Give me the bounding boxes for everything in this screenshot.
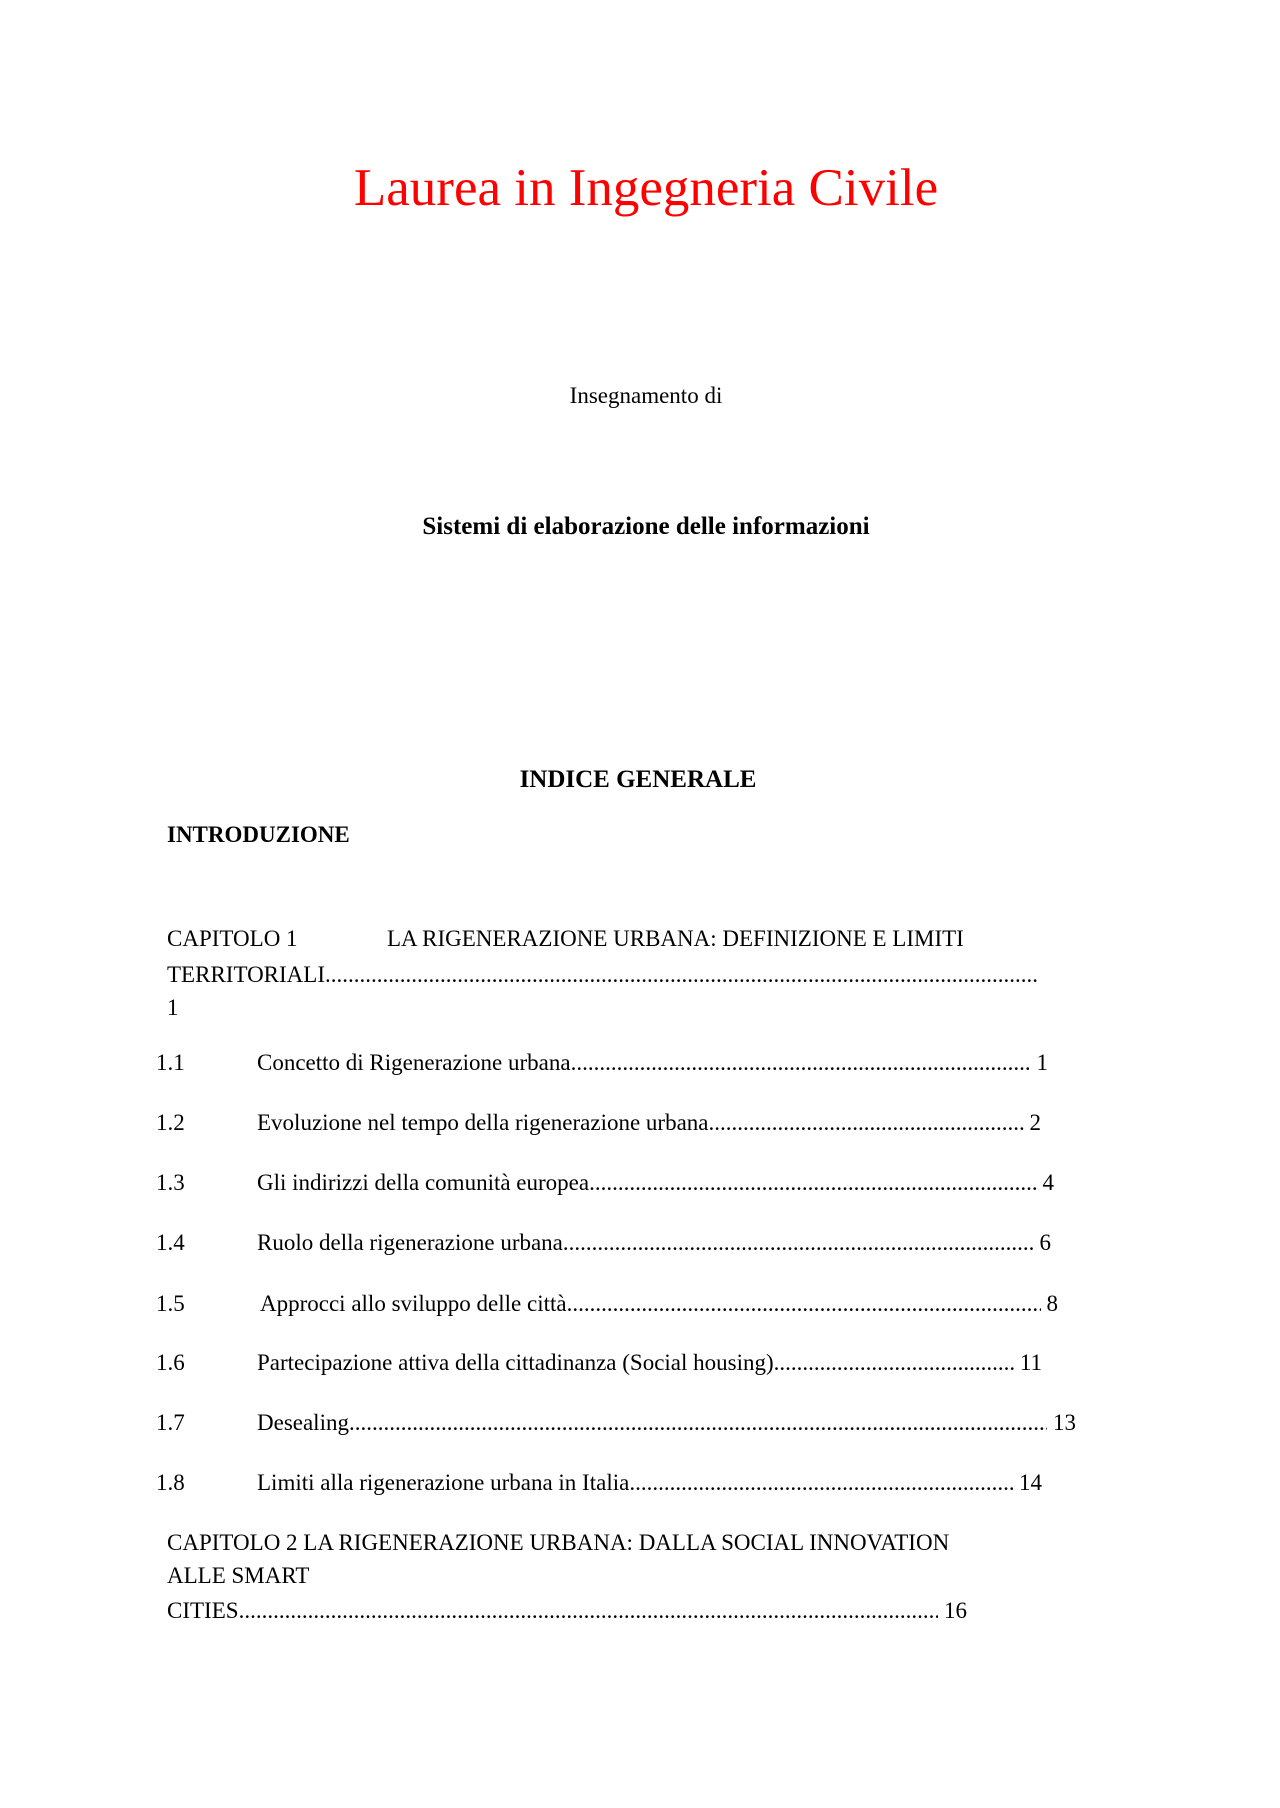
section-row — [257, 1169, 1054, 1197]
chapter-1-title-line2-row — [167, 961, 1039, 989]
dot-leader — [239, 1597, 938, 1625]
section-row — [257, 1049, 1048, 1077]
section-title: Limiti alla rigenerazione urbana in Italia — [257, 1470, 630, 1495]
course-name: Sistemi di elaborazione delle informazioni — [422, 513, 870, 540]
section-title: Approcci allo sviluppo delle città — [260, 1291, 567, 1316]
section-row — [257, 1469, 1042, 1497]
section-row — [257, 1229, 1051, 1257]
dot-leader — [589, 1169, 1036, 1197]
section-page: 14 — [1019, 1470, 1042, 1495]
dot-leader — [563, 1229, 1034, 1257]
section-title: Evoluzione nel tempo della rigenerazione urbana — [257, 1110, 709, 1135]
section-page: 6 — [1039, 1230, 1051, 1255]
chapter-2-title-line2: ALLE SMART — [167, 1563, 310, 1588]
section-number: 1.2 — [156, 1110, 185, 1135]
chapter-2-title-line3-row — [167, 1597, 967, 1625]
section-page: 11 — [1019, 1350, 1042, 1375]
course-label: Insegnamento di — [569, 383, 723, 408]
dot-leader — [325, 961, 1039, 989]
chapter-2-title-line1: CAPITOLO 2 LA RIGENERAZIONE URBANA: DALLA SOCIAL INNOVATION — [167, 1530, 950, 1555]
chapter-2-title-line3: CITIES — [167, 1598, 239, 1623]
section-number: 1.1 — [156, 1050, 185, 1075]
chapter-2-page: 16 — [944, 1598, 967, 1623]
section-page: 2 — [1029, 1110, 1041, 1135]
section-number: 1.3 — [156, 1170, 185, 1195]
dot-leader — [709, 1109, 1024, 1137]
chapter-1-label: CAPITOLO 1 — [167, 926, 298, 951]
dot-leader — [774, 1349, 1014, 1377]
chapter-1-page: 1 — [167, 995, 179, 1020]
chapter-1-title-line1: LA RIGENERAZIONE URBANA: DEFINIZIONE E LIMITI — [387, 926, 964, 951]
dot-leader — [629, 1469, 1013, 1497]
section-page: 8 — [1046, 1291, 1058, 1316]
chapter-1-title-line2: TERRITORIALI — [167, 962, 326, 987]
section-number: 1.7 — [156, 1410, 185, 1435]
section-title: Ruolo della rigenerazione urbana — [257, 1230, 563, 1255]
section-number: 1.4 — [156, 1230, 185, 1255]
degree-title: Laurea in Ingegneria Civile — [353, 159, 939, 217]
section-number: 1.6 — [156, 1350, 185, 1375]
toc-introduction: INTRODUZIONE — [167, 822, 350, 847]
section-page: 4 — [1042, 1170, 1054, 1195]
dot-leader — [349, 1409, 1047, 1437]
section-row — [257, 1109, 1041, 1137]
section-title: Gli indirizzi della comunità europea — [257, 1170, 590, 1195]
section-row — [260, 1290, 1058, 1318]
section-title: Partecipazione attiva della cittadinanza (Social housing) — [257, 1350, 774, 1375]
section-number: 1.5 — [156, 1291, 185, 1316]
section-row — [257, 1349, 1042, 1377]
dot-leader — [567, 1290, 1041, 1318]
section-row — [257, 1409, 1076, 1437]
toc-heading: INDICE GENERALE — [519, 766, 757, 793]
section-page: 13 — [1053, 1410, 1076, 1435]
dot-leader — [571, 1049, 1031, 1077]
section-title: Desealing — [257, 1410, 349, 1435]
section-page: 1 — [1036, 1050, 1048, 1075]
section-title: Concetto di Rigenerazione urbana — [257, 1050, 571, 1075]
section-number: 1.8 — [156, 1470, 185, 1495]
